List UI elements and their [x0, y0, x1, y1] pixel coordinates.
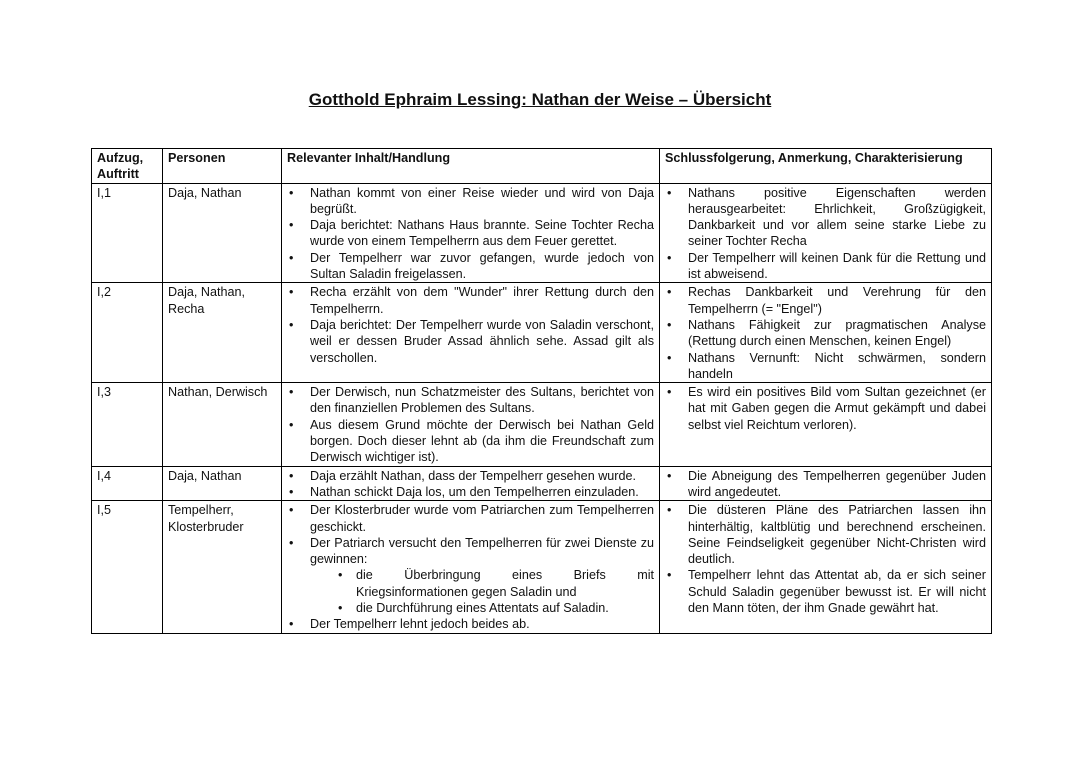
content-item: • Recha erzählt von dem "Wunder" ihrer Rettung durch den Tempelherrn.: [310, 284, 654, 317]
header-act: Aufzug, Auftritt: [92, 149, 163, 184]
act-cell: I,1: [92, 183, 163, 283]
content-sublist: [310, 567, 654, 616]
content-cell: [282, 183, 660, 283]
page-title: Gotthold Ephraim Lessing: Nathan der Weise – Übersicht: [308, 90, 772, 109]
table-row: [92, 466, 992, 501]
content-item: [310, 535, 654, 616]
conclusion-item: • Nathans positive Eigenschaften werden herausgearbeitet: Ehrlichkeit, Großzügigkeit, Dankbarkeit und vor allem seine starke Liebe zu seiner Tochter Recha: [688, 185, 986, 250]
overview-table: [91, 148, 992, 634]
conclusion-item: • Tempelherr lehnt das Attentat ab, da er sich seiner Schuld Saladin gegenüber bewusst ist. Er will nicht den Mann töten, der ihm Gnade gewährt hat.: [688, 567, 986, 616]
act-cell: I,5: [92, 501, 163, 633]
header-persons: Personen: [163, 149, 282, 184]
content-subitem: • die Überbringung eines Briefs mit Kriegsinformationen gegen Saladin und: [356, 567, 654, 600]
conclusion-cell: [660, 283, 992, 383]
content-item: • Nathan kommt von einer Reise wieder und wird von Daja begrüßt.: [310, 185, 654, 218]
act-cell: I,3: [92, 383, 163, 466]
conclusion-item: • Es wird ein positives Bild vom Sultan gezeichnet (er hat mit Gaben gegen die Armut gekämpft und dabei selbst viel Reichtum verloren).: [688, 384, 986, 433]
content-item: • Daja erzählt Nathan, dass der Tempelherr gesehen wurde.: [310, 468, 654, 484]
content-item: • Der Tempelherr war zuvor gefangen, wurde jedoch von Sultan Saladin freigelassen.: [310, 250, 654, 283]
content-item: • Daja berichtet: Nathans Haus brannte. Seine Tochter Recha wurde von einem Tempelherrn aus dem Feuer gerettet.: [310, 217, 654, 250]
conclusion-item: • Der Tempelherr will keinen Dank für die Rettung und ist abweisend.: [688, 250, 986, 283]
content-item: • Daja berichtet: Der Tempelherr wurde von Saladin verschont, weil er dessen Bruder Assad ähnlich sehe. Assad gilt als verschollen.: [310, 317, 654, 366]
content-item: • Der Derwisch, nun Schatzmeister des Sultans, berichtet von den finanziellen Problemen des Sultans.: [310, 384, 654, 417]
content-cell: [282, 283, 660, 383]
content-subitem: • die Durchführung eines Attentats auf Saladin.: [356, 600, 654, 616]
persons-cell: Daja, Nathan: [163, 466, 282, 501]
header-content: Relevanter Inhalt/Handlung: [282, 149, 660, 184]
table-row: [92, 183, 992, 283]
conclusion-item: • Die Abneigung des Tempelherren gegenüber Juden wird angedeutet.: [688, 468, 986, 501]
act-cell: I,2: [92, 283, 163, 383]
conclusion-cell: [660, 501, 992, 633]
table-header-row: [92, 149, 992, 184]
content-item: • Aus diesem Grund möchte der Derwisch bei Nathan Geld borgen. Doch dieser lehnt ab (da ihm die Freundschaft zum Derwisch wichtiger ist).: [310, 417, 654, 466]
table-row: [92, 501, 992, 633]
content-cell: [282, 466, 660, 501]
content-cell: [282, 383, 660, 466]
content-item-text: Der Patriarch versucht den Tempelherren für zwei Dienste zu gewinnen:: [310, 535, 654, 567]
content-item: • Nathan schickt Daja los, um den Tempelherren einzuladen.: [310, 484, 654, 500]
conclusion-cell: [660, 183, 992, 283]
conclusion-item: • Nathans Fähigkeit zur pragmatischen Analyse (Rettung durch einen Menschen, keinen Engel): [688, 317, 986, 350]
content-item: • Der Tempelherr lehnt jedoch beides ab.: [310, 616, 654, 632]
table-row: [92, 383, 992, 466]
act-cell: I,4: [92, 466, 163, 501]
conclusion-item: • Die düsteren Pläne des Patriarchen lassen ihn hinterhältig, kaltblütig und berechnend erscheinen. Seine Feindseligkeit gegenüber Nicht-Christen wird deutlich.: [688, 502, 986, 567]
conclusion-item: • Nathans Vernunft: Nicht schwärmen, sondern handeln: [688, 350, 986, 383]
persons-cell: Tempelherr, Klosterbruder: [163, 501, 282, 633]
content-cell: [282, 501, 660, 633]
conclusion-cell: [660, 466, 992, 501]
table-row: [92, 283, 992, 383]
header-conclusion: Schlussfolgerung, Anmerkung, Charakterisierung: [660, 149, 992, 184]
content-item: • Der Klosterbruder wurde vom Patriarchen zum Tempelherren geschickt.: [310, 502, 654, 535]
persons-cell: Nathan, Derwisch: [163, 383, 282, 466]
conclusion-cell: [660, 383, 992, 466]
conclusion-item: • Rechas Dankbarkeit und Verehrung für den Tempelherrn (= "Engel"): [688, 284, 986, 317]
persons-cell: Daja, Nathan, Recha: [163, 283, 282, 383]
persons-cell: Daja, Nathan: [163, 183, 282, 283]
